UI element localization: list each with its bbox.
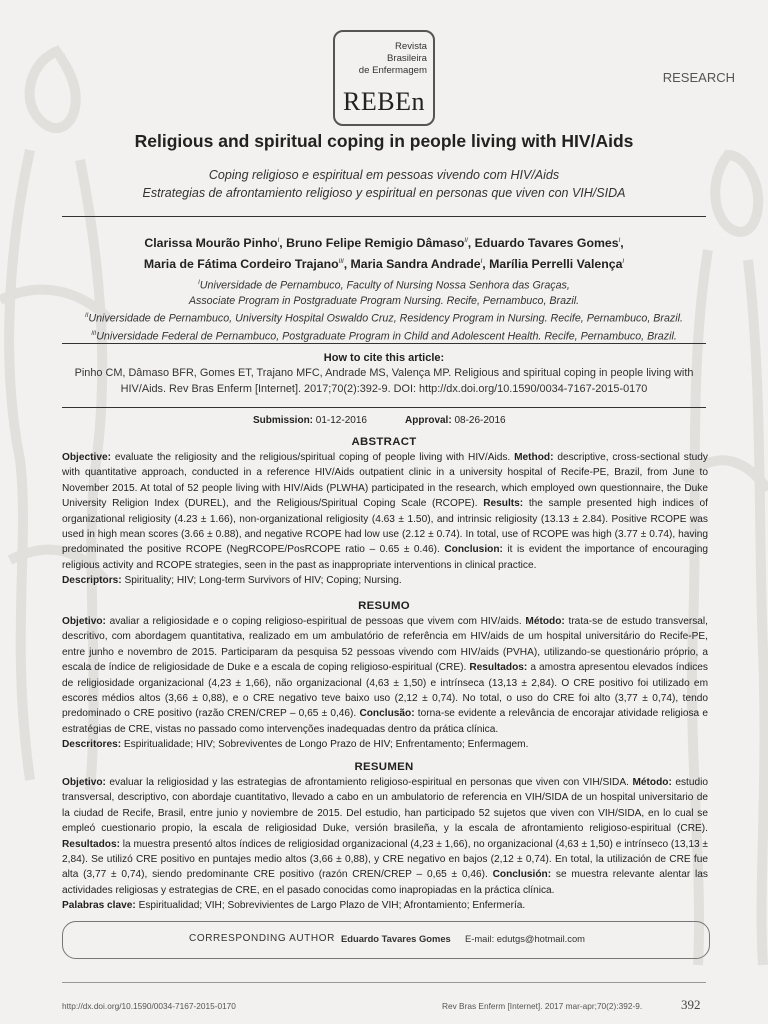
footer-journal-citation: Rev Bras Enferm [Internet]. 2017 mar-apr;70(2):392-9. — [442, 1001, 643, 1011]
author-separator: , — [279, 236, 287, 251]
author-affiliation-mark: I — [480, 259, 483, 266]
results-label: Resultados: — [62, 838, 120, 850]
cite-text: Pinho CM, Dâmaso BFR, Gomes ET, Trajano MFC, Andrade MS, Valença MP. Religious and spiritual coping in people living with HIV/Aids. Rev Bras Enferm [Internet]. 2017;70(2):392-9. DOI: http://dx.doi.org/10.1590/0034-7167-2015-0170 — [74, 367, 694, 395]
objective-label: Objective: — [62, 452, 111, 463]
author-affiliation-mark: I — [277, 238, 280, 244]
corresponding-author-email[interactable]: E-mail: edutgs@hotmail.com — [465, 933, 585, 944]
author-name: Marília Perrelli Valença — [489, 257, 623, 272]
title-divider — [62, 216, 706, 217]
approval-date — [405, 415, 506, 426]
author-separator: , — [343, 257, 351, 272]
subtitle-pt: Coping religioso e espiritual em pessoas vivendo com HIV/Aids — [208, 168, 560, 182]
conclusion-label: Conclusion: — [444, 544, 503, 556]
author-name: Clarissa Mourão Pinho — [144, 236, 278, 251]
descriptors-text: Espiritualidade; HIV; Sobreviventes de Longo Prazo de HIV; Enfrentamento; Enfermagem. — [123, 739, 529, 751]
method-text: estudio transversal, descriptivo, con abordaje cuantitativo, llevado a cabo en un ambulatorio de referencia en VIH/SIDA de un hospital universitario de la ciudad de Recife, Brasil, entre junio y noviembre de 2015. Del estudio, han participado 52 sujetos que viven con VIH/SIDA, en lo cual se empleó cuestionario propio, la escala de religiosidad Duke, versión brasileña, y la escala de afrontamiento religioso-espiritual (CRE). — [62, 777, 708, 835]
affiliation-item — [60, 276, 708, 294]
article-title: Religious and spiritual coping in people living with HIV/Aids — [134, 131, 634, 151]
author-separator: , — [467, 236, 475, 251]
affiliation-mark: III — [91, 331, 97, 338]
objective-text: avaliar a religiosidade e o coping religioso-espiritual de pessoas que vivem com HIV/aids. — [109, 616, 522, 627]
footer-divider — [62, 982, 706, 983]
logo-line-2: Brasileira — [387, 53, 427, 64]
method-text: trata-se de estudo transversal, descritivo, com abordagem quantitativa, realizado em um ambulatório de referência em HIV/aids de um hospital universitário do Recife-PE, entre junho e novembro de 2015. Participaram da pesquisa 52 pessoas vivendo com HIV/aids (PVHA), utilizando-se questionário próprio, a escala de índice de religiosidade de Duke e a escala de coping religioso-espiritual (CRE). — [62, 616, 708, 674]
journal-logo — [333, 30, 435, 126]
descriptors — [62, 573, 708, 588]
affiliation-text: Universidade de Pernambuco, Faculty of Nursing Nossa Senhora das Graças, — [199, 279, 570, 292]
resumo-body — [62, 614, 708, 753]
author-separator: , — [482, 257, 490, 272]
affiliation-mark: I — [198, 280, 200, 286]
submission-value: 01-12-2016 — [315, 415, 367, 426]
author-name: Bruno Felipe Remigio Dâmaso — [286, 236, 465, 251]
submission-date — [253, 415, 367, 426]
corresponding-author-label: CORRESPONDING AUTHOR — [189, 933, 335, 944]
logo-line-3: de Enfermagem — [358, 65, 427, 76]
corresponding-author-name: Eduardo Tavares Gomes — [341, 933, 451, 944]
resumen-body — [62, 775, 708, 914]
objective-label: Objetivo: — [62, 616, 106, 627]
conclusion-text: it is evident the importance of encouraging religious activity and RCOPE strategies, seen in the past as inappropriate interventions in clinical practice. — [62, 544, 708, 571]
descriptors-text: Espiritualidad; VIH; Sobrevivientes de Largo Plazo de VIH; Afrontamiento; Enfermería. — [138, 900, 526, 912]
method-label: Método: — [632, 777, 672, 788]
results-text: the sample presented high indices of organizational religiosity (4.23 ± 1.66), non-organizational religiosity (4.63 ± 1.50), and intrinsic religiosity (13.13 ± 2.84). Positive RCOPE was used in high mean scores (3.66 ± 0.88), and negative RCOPE had low use (2.12 ± 0.74). In total, use of RCOPE was high (3.77 ± 0.74), having predominated the positive RCOPE (NegRCOPE/PosRCOPE ratio – 0.65 ± 0.46). — [62, 498, 708, 556]
affiliation-text: Associate Program in Postgraduate Program Nursing. Recife, Pernambuco, Brazil. — [188, 294, 580, 307]
subtitle-es: Estrategias de afrontamiento religioso y espiritual en personas que viven con VIH/SIDA — [142, 186, 626, 200]
author-name: Eduardo Tavares Gomes — [474, 236, 619, 251]
descriptors — [62, 737, 708, 752]
author-name: Maria de Fátima Cordeiro Trajano — [143, 257, 339, 272]
footer-doi-link[interactable]: http://dx.doi.org/10.1590/0034-7167-2015-0170 — [62, 1001, 236, 1011]
objective-text: evaluar la religiosidad y las estrategias de afrontamiento religioso-espiritual en personas que viven con VIH/SIDA. — [109, 777, 629, 788]
affiliations — [60, 276, 708, 345]
method-text: descriptive, cross-sectional study with quantitative approach, conducted in a reference HIV/Aids outpatient clinic in a university hospital of Recife-PE, Brazil, from June to November 2015. At total of 52 people living with HIV/Aids (PLWHA) participated in the research, which employed own questionnaire, the Duke University Religion Index (DUREL), and the Religious/Spiritual Coping Scale (RCOPE). — [62, 452, 708, 510]
conclusion-label: Conclusión: — [492, 869, 552, 881]
conclusion-label: Conclusão: — [359, 708, 415, 720]
resumo-heading: RESUMO — [358, 600, 410, 612]
abstract-heading: ABSTRACT — [351, 436, 417, 448]
submission-label: Submission: — [253, 415, 314, 426]
approval-value: 08-26-2016 — [454, 415, 506, 426]
cite-divider — [62, 407, 706, 408]
author-separator: , — [620, 236, 624, 251]
author-affiliation-mark: I — [618, 238, 621, 244]
page-number: 392 — [681, 997, 701, 1012]
results-label: Resultados: — [469, 662, 528, 674]
method-label: Method: — [514, 452, 554, 463]
method-label: Método: — [525, 616, 565, 627]
results-label: Results: — [483, 498, 524, 510]
affiliation-item — [60, 294, 708, 309]
author-list — [60, 232, 708, 274]
descriptors-label: Descritores: — [62, 739, 122, 751]
results-text: a amostra apresentou elevados índices de religiosidade organizacional (4,23 ± 1,66), não organizacional (4,63 ± 1,50) e intrínseca (13,13 ± 2,84). O CRE positivo foi utilizado em escores médios altos (3,66 ± 0,88), e o CRE negativo teve baixo uso (2,12 ± 0,74). No total, o uso do CRE foi alto (3,77 ± 0,74), tendo predominado o CRE positivo (razão CREN/CREP – 0,65 ± 0,46). — [62, 662, 708, 720]
author-affiliation-mark: I — [622, 259, 625, 266]
author-affiliation-mark: III — [338, 259, 344, 266]
abstract-body — [62, 450, 708, 589]
affiliation-mark: II — [85, 313, 89, 320]
descriptors-text: Spirituality; HIV; Long-term Survivors of HIV; Coping; Nursing. — [124, 575, 402, 587]
descriptors — [62, 898, 708, 913]
author-name: Maria Sandra Andrade — [350, 257, 481, 272]
logo-mark: REBEn — [343, 87, 425, 116]
affiliation-text: Universidade de Pernambuco, University Hospital Oswaldo Cruz, Residency Program in Nursing. Recife, Pernambuco, Brazil. — [88, 312, 683, 325]
resumo-paragraph — [62, 614, 708, 737]
conclusion-text: se muestra relevante alentar las actividades religiosas y estrategias de CRE, en el pasado conocidas como inapropiadas en la práctica clínica. — [62, 869, 708, 896]
affiliation-text: Universidade Federal de Pernambuco, Postgraduate Program in Child and Adolescent Health. Recife, Pernambuco, Brazil. — [96, 330, 677, 343]
author-line-1 — [60, 232, 708, 253]
descriptors-label: Palabras clave: — [62, 900, 136, 912]
resumen-heading: RESUMEN — [354, 761, 414, 773]
logo-line-1: Revista — [395, 41, 427, 52]
affiliation-divider — [62, 343, 706, 344]
objective-text: evaluate the religiosity and the religious/spiritual coping of people living with HIV/Aids. — [114, 452, 511, 463]
section-label: RESEARCH — [662, 70, 735, 85]
affiliation-item — [60, 309, 708, 327]
abstract-paragraph — [62, 450, 708, 573]
author-line-2 — [60, 253, 708, 274]
results-text: la muestra presentó altos índices de religiosidad organizacional (4,23 ± 1,66), no organizacional (4,63 ± 1,50) e intrínseco (13,13 ± 2,84). Se utilizó CRE positivo en puntajes medio altos (3,66 ± 0,88), y CRE negativo en bajos (2,12 ± 0,74). En total, la utilización de CRE fue alta (3,77 ± 0,74), siendo predominante CRE positivo (razón CREN/CREP – 0,65 ± 0,46). — [62, 838, 708, 881]
conclusion-text: torna-se evidente a relevância de encorajar atividade religiosa e estratégias de CRE, vistas no passado como intervenções inadequadas dentro da prática clínica. — [62, 708, 708, 735]
objective-label: Objetivo: — [62, 777, 106, 788]
cite-heading: How to cite this article: — [323, 352, 445, 364]
descriptors-label: Descriptors: — [62, 575, 122, 587]
approval-label: Approval: — [405, 415, 452, 426]
author-affiliation-mark: II — [464, 238, 468, 244]
resumen-paragraph — [62, 775, 708, 898]
